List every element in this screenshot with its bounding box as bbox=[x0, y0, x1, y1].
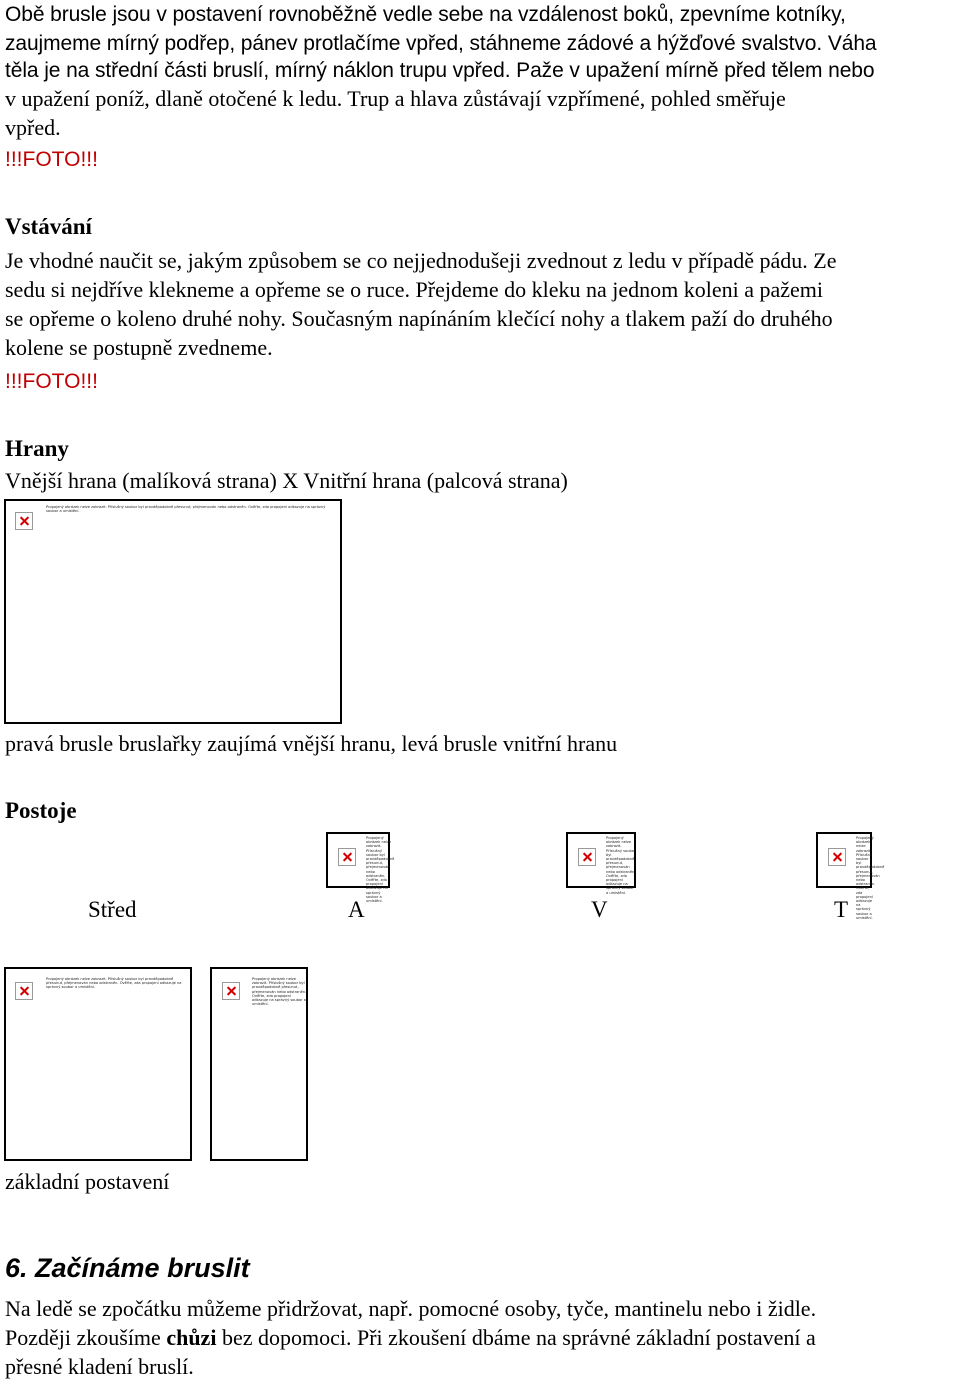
vstavani-line-3: se opřeme o koleno druhé nohy. Současným napínáním klečící nohy a tlakem paží do druhého bbox=[5, 306, 833, 331]
postoje-heading: Postoje bbox=[5, 798, 77, 823]
section-6-line-2a: Později zkoušíme bbox=[5, 1325, 167, 1350]
intro-line-5: vpřed. bbox=[5, 115, 61, 140]
hrany-subtitle: Vnější hrana (malíková strana) X Vnitřní hrana (palcová strana) bbox=[5, 468, 568, 493]
hrany-image-placeholder bbox=[4, 499, 342, 724]
vstavani-line-2: sedu si nejdříve klekneme a opřeme se o ruce. Přejdeme do kleku na jednom koleni a pažemi bbox=[5, 277, 823, 302]
hrany-heading: Hrany bbox=[5, 436, 69, 461]
broken-image-icon bbox=[15, 982, 33, 1000]
intro-line-3 bbox=[5, 56, 960, 85]
broken-image-text: Propojený obrázek nelze zobrazit. Příslušný soubor byl pravděpodobně přesunut, přejmenován nebo odstraněn. Ověřte, zda propojení odkazuje na správný soubor a umístění. bbox=[46, 977, 182, 990]
postoj-v-image bbox=[816, 832, 885, 920]
postoj-a-image bbox=[566, 832, 636, 895]
section-6-line-1: Na ledě se zpočátku můžeme přidržovat, např. pomocné osoby, tyče, mantinelu nebo i židle. bbox=[5, 1296, 817, 1321]
zakladni-postaveni-image-2 bbox=[210, 967, 308, 1161]
broken-image-text: Propojený obrázek nelze zobrazit. Příslušný soubor byl pravděpodobně přesunut, přejmenován nebo odstraněn. Ověřte, zda propojení odkazuje na správný soubor a umístění. bbox=[366, 836, 395, 904]
section-6-bold-word: chůzi bbox=[166, 1325, 217, 1350]
intro-line-1: Obě brusle jsou v postavení rovnoběžně vedle sebe na vzdálenost boků, zpevníme kotníky, bbox=[5, 3, 846, 26]
hrany-caption: pravá brusle bruslařky zaujímá vnější hranu, levá brusle vnitřní hranu bbox=[5, 731, 618, 756]
section-6-heading: 6. Začínáme bruslit bbox=[5, 1253, 250, 1283]
foto-placeholder-1: !!!FOTO!!! bbox=[5, 148, 98, 171]
broken-image-icon bbox=[828, 848, 846, 866]
broken-image-text: Propojený obrázek nelze zobrazit. Příslušný soubor byl pravděpodobně přesunut, přejmenován nebo odstraněn. Ověřte, zda propojení odkazuje na správný soubor a umístění. bbox=[252, 977, 307, 1007]
broken-image-text: Propojený obrázek nelze zobrazit. Příslušný soubor byl pravděpodobně přesunut, přejmenován nebo odstraněn. Ověřte, zda propojení odkazuje na správný soubor a umístění. bbox=[46, 505, 326, 514]
broken-image-icon bbox=[222, 982, 240, 1000]
intro-line-3a: těla je na střední části bruslí, mírný náklon trupu vpřed. Paže v upažení mírně před tělem nebo bbox=[5, 59, 875, 82]
postoje-caption: základní postavení bbox=[5, 1169, 170, 1194]
postoj-label-t: T bbox=[834, 897, 849, 922]
foto-placeholder-2: !!!FOTO!!! bbox=[5, 370, 98, 393]
intro-line-4: v upažení poníž, dlaně otočené k ledu. Trup a hlava zůstávají vzpřímené, pohled směřuje bbox=[5, 86, 786, 111]
vstavani-line-1: Je vhodné naučit se, jakým způsobem se co nejjednodušeji zvednout z ledu v případě pádu. Ze bbox=[5, 248, 837, 273]
section-6-line-2b: bez dopomoci. Při zkoušení dbáme na správné základní postavení a bbox=[216, 1325, 816, 1350]
broken-image-icon bbox=[15, 512, 33, 530]
broken-image-text: Propojený obrázek nelze zobrazit. Příslušný soubor byl pravděpodobně přesunut, přejmenován nebo odstraněn. Ověřte, zda propojení odkazuje na správný soubor a umístění. bbox=[606, 836, 636, 895]
broken-image-icon bbox=[338, 848, 356, 866]
postoj-label-v: V bbox=[591, 897, 608, 922]
section-6-line-2 bbox=[5, 1323, 960, 1352]
section-6-line-3: přesné kladení bruslí. bbox=[5, 1354, 194, 1379]
vstavani-heading: Vstávání bbox=[5, 214, 92, 239]
vstavani-line-4: kolene se postupně zvedneme. bbox=[5, 335, 273, 360]
intro-line-2: zaujmeme mírný podřep, pánev protlačíme vpřed, stáhneme zádové a hýžďové svalstvo. Váha bbox=[5, 32, 877, 55]
broken-image-icon bbox=[578, 848, 596, 866]
broken-image-text: Propojený obrázek nelze zobrazit. Příslušný soubor byl pravděpodobně přesunut, přejmenován nebo odstraněn. Ověřte, zda propojení odkazuje na správný soubor a umístění. bbox=[856, 836, 885, 920]
postoj-label-stred: Střed bbox=[88, 897, 137, 922]
postoj-stred-image bbox=[326, 832, 395, 904]
postoj-label-a: A bbox=[348, 897, 365, 922]
zakladni-postaveni-image-1 bbox=[4, 967, 192, 1161]
